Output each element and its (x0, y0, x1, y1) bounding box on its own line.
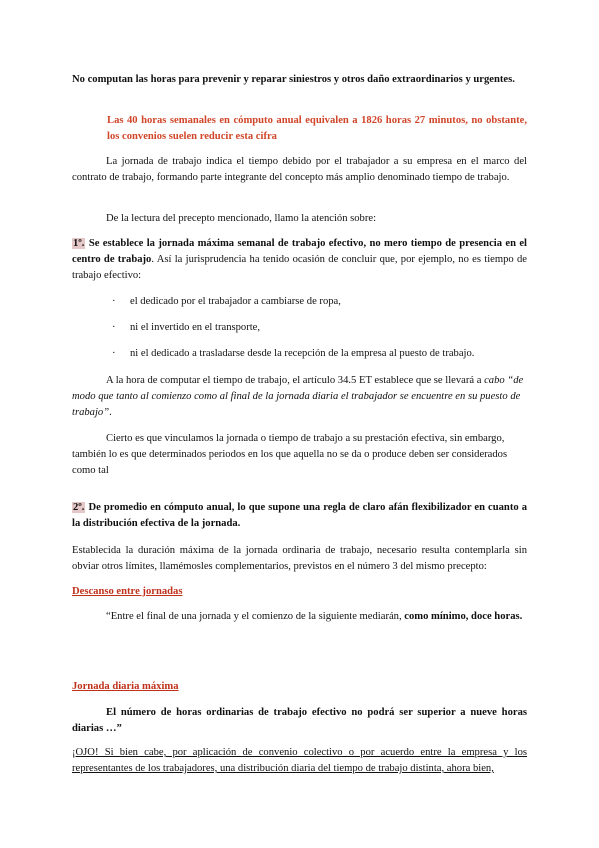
paragraph-point-1 (72, 236, 527, 284)
paragraph-no-computan: No computan las horas para prevenir y reparar siniestros y otros daño extraordinarios y urgentes. (72, 74, 515, 85)
bullet-marker: · (112, 296, 116, 307)
paragraph-establecida: Establecida la duración máxima de la jornada ordinaria de trabajo, necesario resulta contemplarla sin obviar otros límites, llamémosles complementarios, previstos en el número 3 del mismo precepto: (72, 545, 527, 572)
bullet-marker: · (112, 322, 116, 333)
bullet-item: el dedicado por el trabajador a cambiarse de ropa, (130, 296, 341, 307)
heading-descanso-text: Descanso entre jornadas (72, 586, 183, 597)
point-1-number: 1º. (73, 238, 85, 249)
articulo-text: A la hora de computar el tiempo de trabajo, el artículo 34.5 ET establece que se llevará a (106, 375, 485, 386)
paragraph-point-2 (72, 500, 527, 532)
point-2-number: 2º. (73, 502, 85, 513)
point-1-rest: . Así la jurisprudencia ha tenido ocasión de concluir que, por ejemplo, no es tiempo de trabajo efectivo: (72, 254, 527, 281)
bullet-marker: · (112, 348, 116, 359)
paragraph-articulo-34-5 (72, 373, 527, 421)
bullet-item: ni el dedicado a trasladarse desde la recepción de la empresa al puesto de trabajo. (130, 348, 475, 359)
bullet-item: ni el invertido en el transporte, (130, 322, 261, 333)
articulo-quote: cabo “de modo que tanto al comienzo como al final de la jornada diaria el trabajador se encuentre en su puesto de trabajo” (72, 375, 524, 418)
paragraph-highlight-40-horas: Las 40 horas semanales en cómputo anual equivalen a 1826 horas 27 minutos, no obstante, los convenios suelen reducir esta cifra (107, 115, 527, 142)
heading-descanso (72, 584, 527, 600)
point-2-bold: De promedio en cómputo anual, lo que supone una regla de claro afán flexibilizador en cuanto a la distribución efectiva de la jornada. (72, 502, 527, 529)
point-1-bold: Se establece la jornada máxima semanal de trabajo efectivo, no mero tiempo de presencia en el centro de trabajo (72, 238, 527, 265)
heading-jornada-diaria-text: Jornada diaria máxima (72, 681, 179, 692)
paragraph-entre-jornadas (72, 609, 527, 625)
paragraph-jornada-definicion: La jornada de trabajo indica el tiempo debido por el trabajador a su empresa en el marco del contrato de trabajo, formando parte integrante del concepto más amplio denominado tiempo de trabajo. (72, 156, 527, 183)
paragraph-lectura-precepto: De la lectura del precepto mencionado, llamo la atención sobre: (106, 213, 377, 224)
heading-jornada-diaria (72, 679, 527, 695)
paragraph-cierto-es: Cierto es que vinculamos la jornada o tiempo de trabajo a su prestación efectiva, sin embargo, también lo es que determinados periodos en los que aquella no se da o produce deben ser considerados como tal (72, 433, 508, 476)
articulo-end: . (109, 407, 112, 418)
paragraph-numero-horas: El número de horas ordinarias de trabajo efectivo no podrá ser superior a nueve horas diarias …” (72, 707, 527, 734)
entre-jornadas-text: “Entre el final de una jornada y el comienzo de la siguiente mediarán, (106, 611, 405, 622)
entre-jornadas-bold: como mínimo, doce horas. (404, 611, 523, 622)
paragraph-ojo: ¡OJO! Si bien cabe, por aplicación de convenio colectivo o por acuerdo entre la empresa y los representantes de los trabajadores, una distribución diaria del tiempo de trabajo distinta, ahora bien, (72, 747, 527, 774)
